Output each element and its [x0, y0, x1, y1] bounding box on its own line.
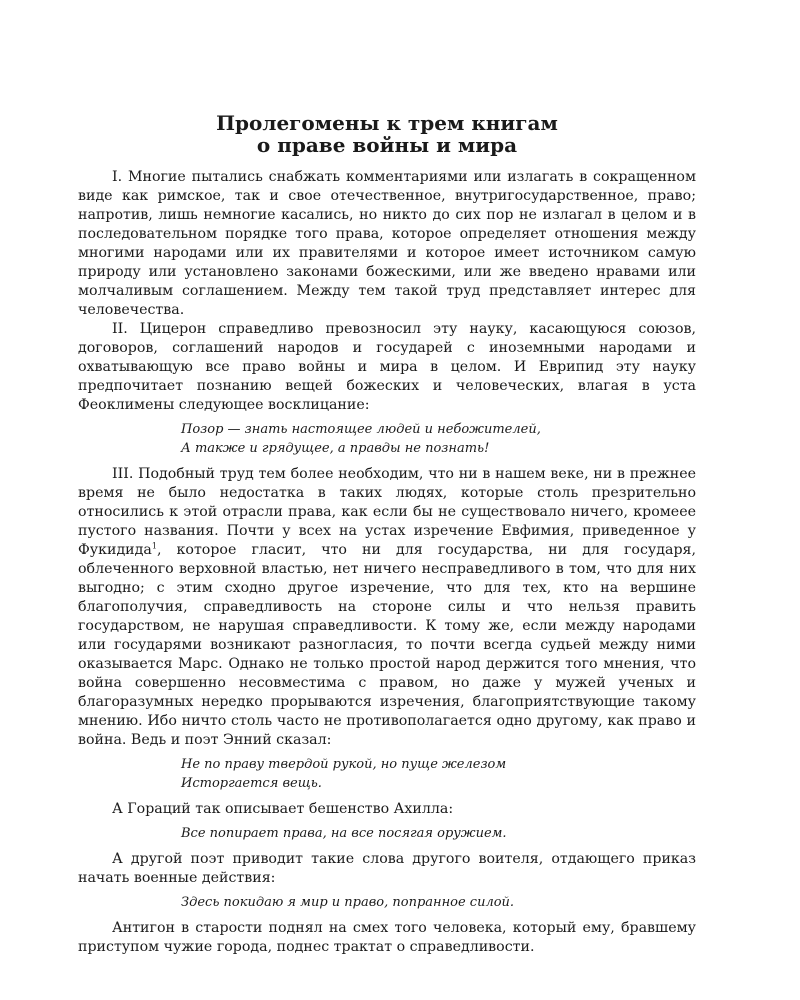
verse-euripides: [181, 420, 696, 458]
verse-line: А также и грядущее, а правды не познать!: [181, 441, 490, 456]
paragraph-3-part-2: , которое гласит, что ни для государства, ни для государя, облеченного верховной властью, нет ничего несправедливого в том, что для них выгодно; с этим сходно другое изречение, что для тех, кто на вершине благополучия, справедливость на стороне силы и что нельзя править государством, не нарушая справедливости. К тому же, если между народами или государями возникают разногласия, то почти всегда судьей между ними оказывается Марс. Однако не только простой народ держится того мнения, что война совершенно несовместима с правом, но даже у мужей ученых и благоразумных нередко прорываются изречения, благоприятствующие такому мнению. Ибо ничто столь часто не противополагается одно другому, как право и война. Ведь и поэт Энний сказал:: [78, 542, 696, 748]
document-title: [78, 112, 696, 156]
document-page: [78, 112, 696, 957]
verse-line: Позор — знать настоящее людей и небожителей,: [181, 422, 541, 437]
verse-horace: [181, 824, 696, 843]
verse-line: Здесь покидаю я мир и право, попранное силой.: [181, 895, 515, 910]
verse-line: Исторгается вещь.: [181, 776, 322, 791]
footnote-marker: 1: [151, 541, 157, 551]
verse-line: Все попирает права, на все посягая оружием.: [181, 826, 507, 841]
title-line-2: о праве войны и мира: [256, 133, 518, 157]
paragraph-3: [78, 465, 696, 750]
paragraph-3-part-1: III. Подобный труд тем более необходим, что ни в нашем веке, ни в прежнее время не было недостатка в таких людях, которые столь презрительно относились к этой отрасли права, как если бы не существовало ничего, кромеее пустого названия. Почти у всех на устах изречение Евфимия, приведенное у Фукидида: [78, 466, 696, 558]
verse-other-poet: [181, 893, 696, 912]
paragraph-5: А другой поэт приводит такие слова другого воителя, отдающего приказ начать военные действия:: [78, 851, 696, 886]
paragraph-2: II. Цицерон справедливо превозносил эту науку, касающуюся союзов, договоров, соглашений народов и государей с иноземными народами и охватывающую все право войны и мира в целом. И Еврипид эту науку предпочитает познанию вещей божеских и человеческих, влагая в уста Феоклимены следующее восклицание:: [78, 321, 696, 413]
title-line-1: Пролегомены к трем книгам: [216, 111, 558, 135]
paragraph-6: Антигон в старости поднял на смех того человека, который ему, бравшему приступом чужие города, поднес трактат о справедливости.: [78, 920, 696, 955]
paragraph-4: А Гораций так описывает бешенство Ахилла:: [112, 801, 454, 817]
paragraph-1: I. Многие пытались снабжать комментариями или излагать в сокращенном виде как римское, так и свое отечественное, внутригосударственное, право; напротив, лишь немногие касались, но никто до сих пор не излагал в целом и в последовательном порядке того права, которое определяет отношения между многими народами или их правителями и которое имеет источником самую природу или установлено законами божескими, или же введено нравами или молчаливым соглашением. Между тем такой труд представляет интерес для человечества.: [78, 169, 696, 318]
verse-ennius: [181, 755, 696, 793]
verse-line: Не по праву твердой рукой, но пуще железом: [181, 757, 507, 772]
